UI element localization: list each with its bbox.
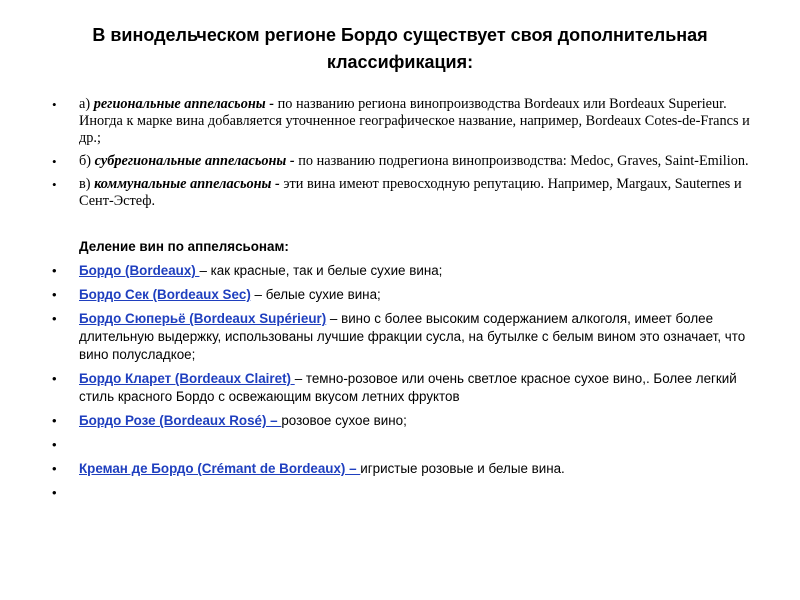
appellation-link-cremant[interactable]: Креман де Бордо (Crémant de Bordeaux) – [79, 461, 361, 476]
appellation-link-bordeaux-rose[interactable]: Бордо Розе (Bordeaux Rosé) – [79, 413, 282, 428]
list-item [0, 153, 800, 170]
item-term: региональные аппеласьоны - [93, 96, 275, 112]
bullet-icon: • [52, 485, 57, 500]
slide-title: В винодельческом регионе Бордо существует своя дополнительная классификация: [92, 25, 708, 72]
item-prefix: а) [79, 96, 94, 112]
list-item [0, 412, 800, 430]
bullet-icon: • [52, 311, 57, 326]
list-item-empty [0, 436, 800, 454]
item-text: розовое сухое вино; [281, 413, 407, 428]
bullet-icon: • [52, 413, 57, 428]
bullet-icon: • [52, 263, 57, 278]
list-item [0, 286, 800, 304]
item-text: по названию подрегиона винопроизводства: Medoc, Graves, Saint-Emilion. [294, 153, 749, 169]
bullet-icon: • [52, 287, 57, 302]
list-item [0, 262, 800, 280]
item-prefix: б) [79, 153, 95, 169]
bullet-icon: • [52, 461, 57, 476]
list-item [0, 96, 800, 147]
appellations-heading: Деление вин по аппелясьонам: [79, 239, 289, 254]
bullet-icon: • [52, 437, 57, 452]
bullet-icon: • [52, 154, 57, 169]
item-text: эти вина имеют превосходную репутацию. Например, Margaux, Sauternes и Сент-Эстеф. [79, 176, 742, 209]
list-item [0, 176, 800, 210]
item-text: – белые сухие вина; [250, 287, 381, 302]
item-text: – как красные, так и белые сухие вина; [199, 263, 443, 278]
item-text: игристые розовые и белые вина. [360, 461, 565, 476]
bullet-icon: • [52, 371, 57, 386]
list-item [0, 370, 800, 406]
list-item [0, 310, 800, 364]
item-text: – темно-розовое или очень светлое красное сухое вино,. Более легкий стиль красного Бордо с освежающим вкусом летних фруктов [79, 371, 737, 404]
item-text: – вино с более высоким содержанием алкоголя, имеет более длительную выдержку, использованы лучшие фракции сусла, на бутылке с белым вином это означает, что вино полусладкое; [79, 311, 746, 362]
spacer [0, 216, 800, 232]
item-term: коммунальные аппеласьоны - [94, 176, 280, 192]
list-item [0, 460, 800, 478]
item-term: субрегиональные аппеласьоны - [94, 153, 295, 169]
content-list [0, 96, 800, 508]
list-item-empty [0, 484, 800, 502]
item-text: по названию региона винопроизводства Bordeaux или Bordeaux Superieur. Иногда к марке вина добавляется уточненное географическое название, например, Bordeaux Cotes-de-Francs и др.; [79, 96, 750, 146]
appellation-link-bordeaux-clairet[interactable]: Бордо Кларет (Bordeaux Clairet) [79, 371, 295, 386]
list-item-heading [0, 238, 800, 256]
appellation-link-bordeaux[interactable]: Бордо (Bordeaux) [79, 263, 200, 278]
appellation-link-bordeaux-sec[interactable]: Бордо Сек (Bordeaux Sec) [79, 287, 251, 302]
bullet-icon: • [52, 97, 57, 112]
appellation-link-bordeaux-superieur[interactable]: Бордо Сюперьё (Bordeaux Supérieur) [79, 311, 327, 326]
bullet-icon: • [52, 177, 57, 192]
item-prefix: в) [79, 176, 95, 192]
